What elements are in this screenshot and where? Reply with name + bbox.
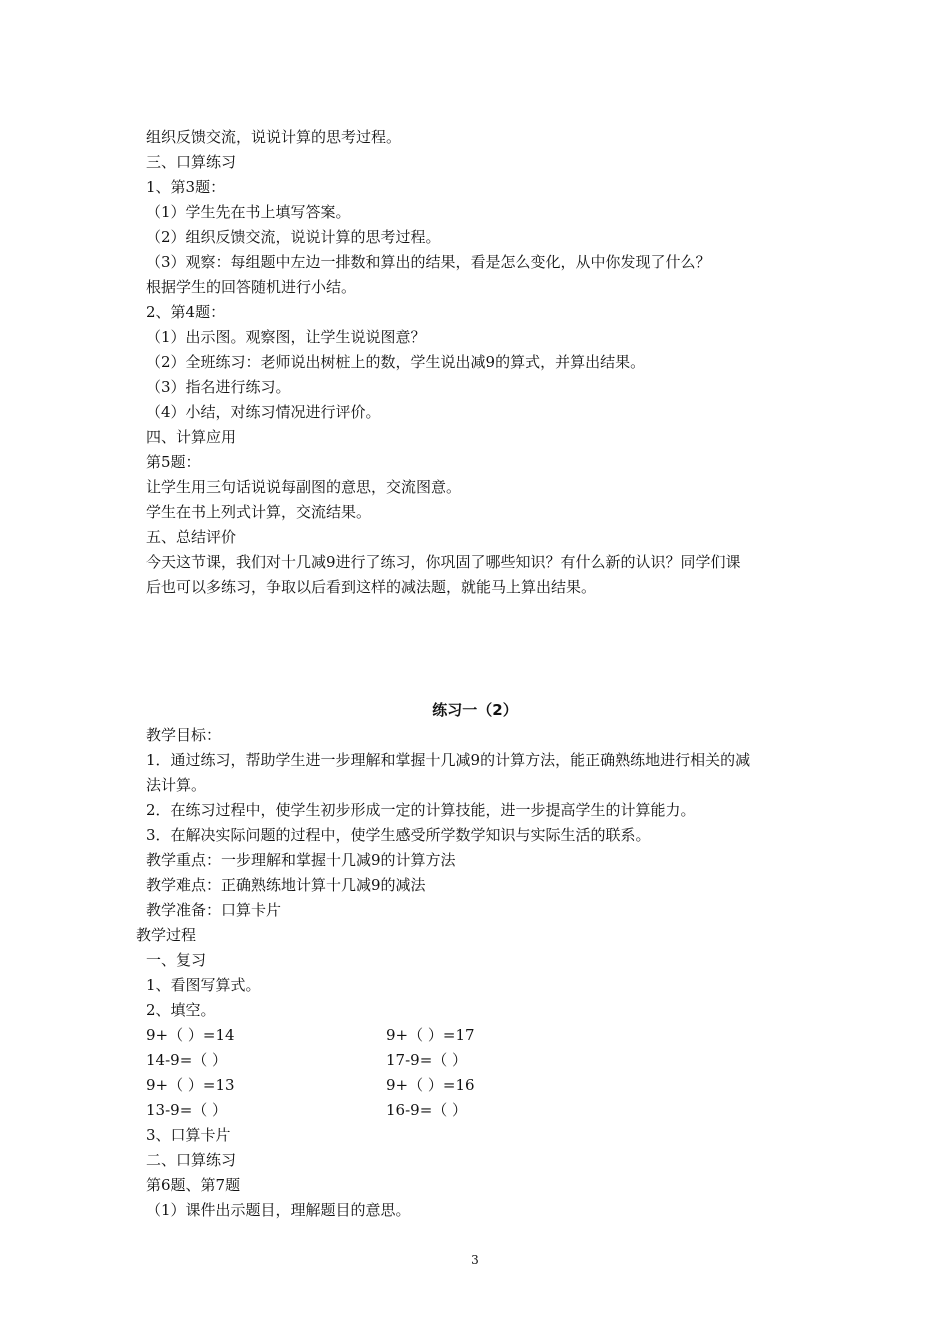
page-number: 3 xyxy=(471,1253,479,1267)
equation: 9+（ ）=17 xyxy=(386,1026,475,1044)
text-line: 第6题、第7题 xyxy=(146,1176,241,1194)
text-line: （4）小结，对练习情况进行评价。 xyxy=(146,403,381,421)
text-line: （3）指名进行练习。 xyxy=(146,378,291,396)
text-line: （2）全班练习：老师说出树桩上的数，学生说出减9的算式，并算出结果。 xyxy=(146,353,646,371)
text-line: 1、看图写算式。 xyxy=(146,976,261,994)
text-line: 法计算。 xyxy=(146,776,207,794)
text-line: 1．通过练习，帮助学生进一步理解和掌握十几减9的计算方法，能正确熟练地进行相关的减 xyxy=(146,751,751,769)
text-line: 3、口算卡片 xyxy=(146,1126,231,1144)
section-heading: 三、口算练习 xyxy=(146,153,237,171)
text-line: 2、填空。 xyxy=(146,1001,216,1019)
text-line: 1、第3题： xyxy=(146,178,226,196)
text-line: （2）组织反馈交流，说说计算的思考过程。 xyxy=(146,228,441,246)
equation: 16-9=（ ） xyxy=(386,1101,468,1119)
text-line: 教学准备：口算卡片 xyxy=(146,901,282,919)
equation: 14-9=（ ） xyxy=(146,1051,228,1069)
section-heading: 一、复习 xyxy=(146,951,207,969)
lesson-title: 练习一（2） xyxy=(432,701,518,719)
text-line: （1）课件出示题目，理解题目的意思。 xyxy=(146,1201,411,1219)
text-line: 让学生用三句话说说每副图的意思，交流图意。 xyxy=(146,478,462,496)
text-line: 2、第4题： xyxy=(146,303,226,321)
text-line: 组织反馈交流，说说计算的思考过程。 xyxy=(146,128,402,146)
text-line: 教学重点：一步理解和掌握十几减9的计算方法 xyxy=(146,851,456,869)
text-line: 教学过程 xyxy=(136,926,197,944)
section-heading: 五、总结评价 xyxy=(146,528,237,546)
equation: 9+（ ）=16 xyxy=(386,1076,475,1094)
text-line: 教学目标： xyxy=(146,726,222,744)
section-heading: 四、计算应用 xyxy=(146,428,237,446)
equation: 9+（ ）=14 xyxy=(146,1026,235,1044)
equation: 13-9=（ ） xyxy=(146,1101,228,1119)
text-line: 教学难点：正确熟练地计算十几减9的减法 xyxy=(146,876,426,894)
text-line: 第5题： xyxy=(146,453,201,471)
equation: 9+（ ）=13 xyxy=(146,1076,235,1094)
text-line: 今天这节课，我们对十几减9进行了练习，你巩固了哪些知识？有什么新的认识？同学们课 xyxy=(146,553,741,571)
text-line: 学生在书上列式计算，交流结果。 xyxy=(146,503,372,521)
text-line: 后也可以多练习，争取以后看到这样的减法题，就能马上算出结果。 xyxy=(146,578,597,596)
text-line: 2．在练习过程中，使学生初步形成一定的计算技能，进一步提高学生的计算能力。 xyxy=(146,801,696,819)
text-line: （1）学生先在书上填写答案。 xyxy=(146,203,351,221)
text-line: 3．在解决实际问题的过程中，使学生感受所学数学知识与实际生活的联系。 xyxy=(146,826,651,844)
equation: 17-9=（ ） xyxy=(386,1051,468,1069)
text-line: （3）观察：每组题中左边一排数和算出的结果，看是怎么变化，从中你发现了什么？ xyxy=(146,253,711,271)
section-heading: 二、口算练习 xyxy=(146,1151,237,1169)
text-line: 根据学生的回答随机进行小结。 xyxy=(146,278,357,296)
text-line: （1）出示图。观察图，让学生说说图意？ xyxy=(146,328,426,346)
